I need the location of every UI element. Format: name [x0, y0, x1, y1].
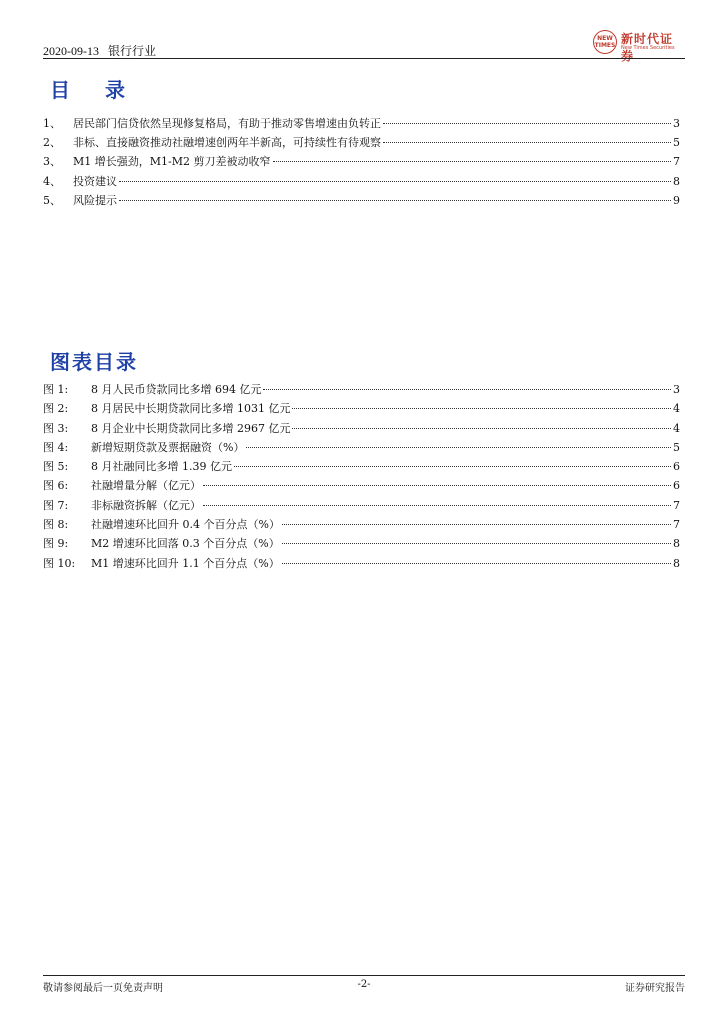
toc-entry-page: 8	[673, 174, 680, 188]
figure-entry-page: 7	[673, 518, 680, 532]
industry-label: 银行行业	[108, 44, 157, 58]
toc-entry-number: 2、	[43, 136, 61, 150]
dot-leader	[292, 428, 671, 429]
dot-leader	[203, 485, 671, 486]
figure-entry-number: 图 7:	[43, 498, 69, 512]
header-meta	[43, 42, 156, 59]
figure-entry-text: 8 月企业中长期贷款同比多增 2967 亿元	[91, 421, 291, 435]
figure-entry[interactable]	[43, 555, 680, 574]
figure-entry-page: 6	[673, 460, 680, 474]
figure-entry-text: 8 月人民币贷款同比多增 694 亿元	[91, 383, 262, 396]
dot-leader	[292, 408, 671, 409]
figure-entry[interactable]	[43, 458, 680, 477]
figure-entry-page: 4	[673, 421, 680, 435]
figure-entry-text: M1 增速环比回升 1.1 个百分点（%）	[91, 556, 280, 570]
footer-divider	[43, 975, 685, 976]
figure-entry-number: 图 4:	[43, 440, 69, 454]
toc-entry-text: 投资建议	[73, 174, 117, 188]
figure-entry-number: 图 8:	[43, 518, 69, 532]
toc-entry-page: 9	[673, 193, 680, 207]
figure-entry-page: 8	[673, 537, 680, 551]
figure-entry[interactable]	[43, 400, 680, 419]
dot-leader	[383, 142, 671, 143]
toc-entry-number: 4、	[43, 174, 61, 188]
toc-entry-text: M1 增长强劲，M1-M2 剪刀差被动收窄	[73, 155, 271, 169]
toc-entry-page: 3	[673, 117, 680, 130]
toc-entry-number: 5、	[43, 193, 61, 207]
toc-list	[43, 115, 680, 211]
figure-entry-text: 新增短期贷款及票据融资（%）	[91, 440, 245, 454]
page-header	[43, 32, 685, 63]
figure-entry[interactable]	[43, 535, 680, 554]
figure-entry[interactable]	[43, 381, 680, 400]
header-divider	[43, 58, 685, 59]
figure-entry-page: 3	[673, 383, 680, 396]
report-date: 2020-09-13	[43, 44, 99, 58]
page-footer	[43, 979, 685, 993]
figure-entry-text: 社融增速环比回升 0.4 个百分点（%）	[91, 518, 280, 532]
dot-leader	[282, 543, 671, 544]
toc-title: 目 录	[50, 78, 139, 102]
figure-entry-page: 6	[673, 479, 680, 493]
toc-entry-text: 风险提示	[73, 193, 117, 207]
dot-leader	[282, 524, 671, 525]
figure-entry[interactable]	[43, 420, 680, 439]
toc-entry-page: 7	[673, 155, 680, 169]
footer-disclaimer: 敬请参阅最后一页免责声明	[43, 983, 163, 994]
toc-entry[interactable]	[43, 173, 680, 192]
figure-entry-number: 图 2:	[43, 402, 69, 416]
dot-leader	[234, 466, 671, 467]
dot-leader	[246, 447, 671, 448]
dot-leader	[119, 181, 671, 182]
dot-leader	[273, 161, 672, 162]
figure-list	[43, 381, 680, 574]
figure-entry-text: 社融增量分解（亿元）	[91, 479, 201, 493]
toc-entry-page: 5	[673, 136, 680, 150]
figure-entry[interactable]	[43, 497, 680, 516]
figure-entry-number: 图 1:	[43, 383, 69, 396]
toc-entry-text: 非标、直接融资推动社融增速创两年半新高，可持续性有待观察	[73, 136, 381, 150]
logo-company-name-en: New Times Securities	[621, 45, 675, 51]
figure-entry-page: 7	[673, 498, 680, 512]
toc-entry[interactable]	[43, 115, 680, 134]
figure-entry[interactable]	[43, 439, 680, 458]
footer-page-number: -2-	[357, 979, 371, 990]
toc-entry[interactable]	[43, 134, 680, 153]
figure-entry-number: 图 10:	[43, 556, 76, 570]
toc-entry-text: 居民部门信贷依然呈现修复格局，有助于推动零售增速由负转正	[73, 117, 381, 130]
figure-entry-number: 图 6:	[43, 479, 69, 493]
toc-entry[interactable]	[43, 153, 680, 172]
dot-leader	[263, 389, 671, 390]
toc-entry-number: 1、	[43, 117, 61, 130]
dot-leader	[203, 505, 671, 506]
logo-badge-icon: NEW TIMES	[593, 30, 617, 54]
dot-leader	[383, 123, 671, 124]
figure-entry-page: 4	[673, 402, 680, 416]
figure-entry[interactable]	[43, 516, 680, 535]
company-logo	[565, 30, 685, 63]
figure-list-title: 图表目录	[50, 350, 138, 374]
figure-entry-page: 8	[673, 556, 680, 570]
logo-company-name: 新时代证券	[621, 32, 674, 63]
figure-entry-text: 8 月居民中长期贷款同比多增 1031 亿元	[91, 402, 291, 416]
figure-entry-number: 图 5:	[43, 460, 69, 474]
figure-entry-number: 图 3:	[43, 421, 69, 435]
dot-leader	[119, 200, 671, 201]
figure-entry[interactable]	[43, 477, 680, 496]
dot-leader	[282, 563, 671, 564]
footer-report-type: 证券研究报告	[625, 983, 685, 994]
figure-entry-page: 5	[673, 440, 680, 454]
figure-entry-number: 图 9:	[43, 537, 69, 551]
toc-entry-number: 3、	[43, 155, 61, 169]
figure-entry-text: 8 月社融同比多增 1.39 亿元	[91, 460, 232, 474]
figure-entry-text: M2 增速环比回落 0.3 个百分点（%）	[91, 537, 280, 551]
figure-entry-text: 非标融资拆解（亿元）	[91, 498, 201, 512]
toc-entry[interactable]	[43, 192, 680, 211]
